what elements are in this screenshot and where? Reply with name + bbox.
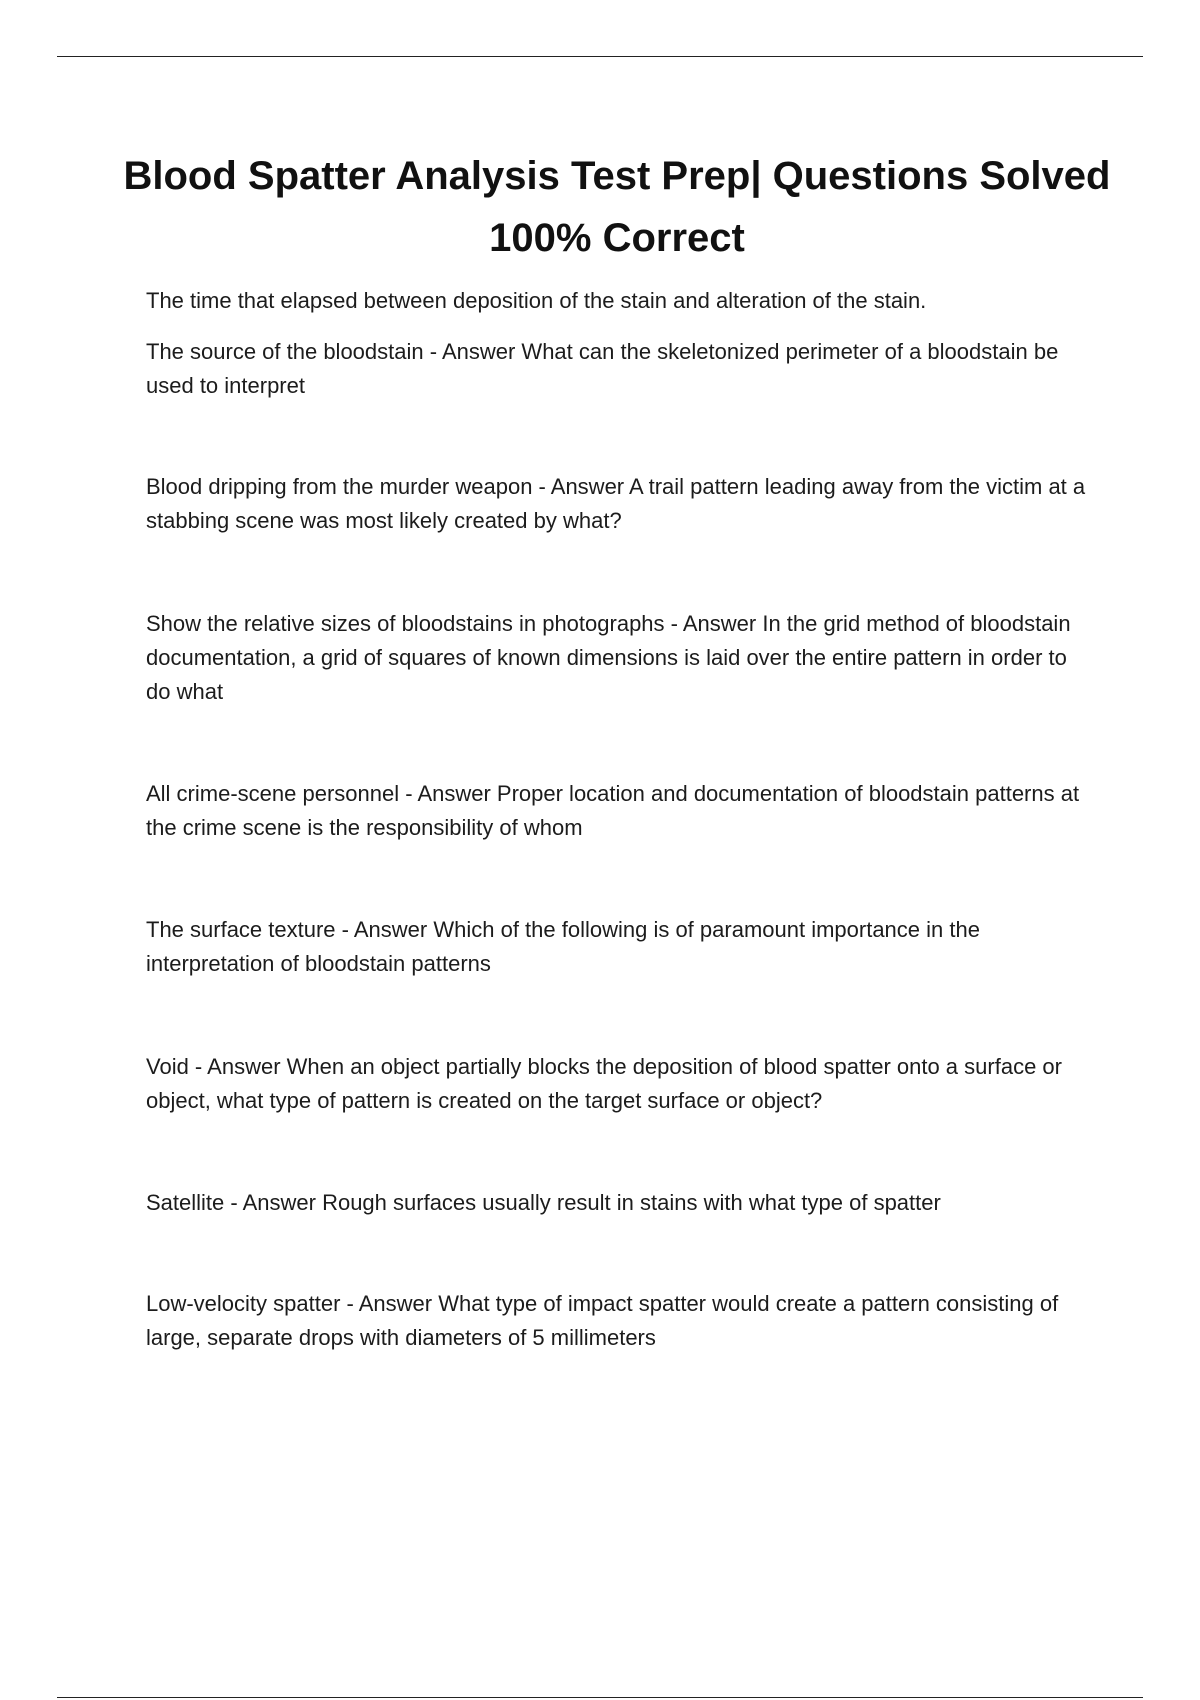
qa-paragraph: Low-velocity spatter - Answer What type of impact spatter would create a pattern consisting of large, separate drops with diameters of 5 millimeters bbox=[146, 1291, 1059, 1350]
qa-paragraph: Blood dripping from the murder weapon - Answer A trail pattern leading away from the victim at a stabbing scene was most likely created by what? bbox=[146, 474, 1086, 533]
qa-paragraph: Show the relative sizes of bloodstains in photographs - Answer In the grid method of bloodstain documentation, a grid of squares of known dimensions is laid over the entire pattern in order to do what bbox=[146, 611, 1071, 704]
header-rule bbox=[57, 56, 1143, 57]
qa-paragraph: All crime-scene personnel - Answer Proper location and documentation of bloodstain patterns at the crime scene is the responsibility of whom bbox=[146, 781, 1080, 840]
qa-paragraph: The source of the bloodstain - Answer What can the skeletonized perimeter of a bloodstain be used to interpret bbox=[146, 339, 1059, 398]
document-title: Blood Spatter Analysis Test Prep| Questions Solved 100% Correct bbox=[123, 154, 1111, 260]
qa-paragraph: The surface texture - Answer Which of the following is of paramount importance in the interpretation of bloodstain patterns bbox=[146, 917, 980, 976]
qa-paragraph: Satellite - Answer Rough surfaces usually result in stains with what type of spatter bbox=[146, 1190, 941, 1215]
qa-paragraph: The time that elapsed between deposition of the stain and alteration of the stain. bbox=[146, 288, 927, 313]
footer-rule bbox=[57, 1697, 1143, 1698]
qa-paragraph: Void - Answer When an object partially blocks the deposition of blood spatter onto a surface or object, what type of pattern is created on the target surface or object? bbox=[146, 1054, 1062, 1113]
